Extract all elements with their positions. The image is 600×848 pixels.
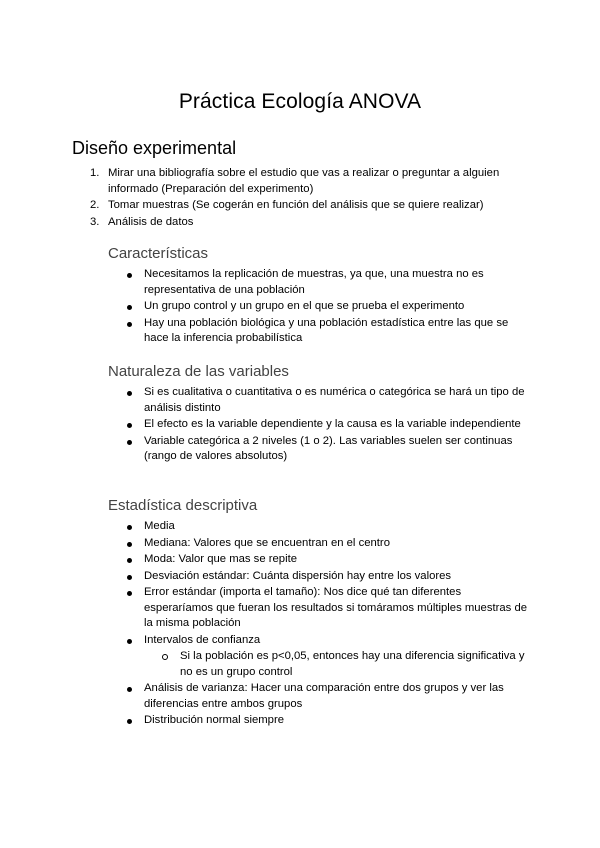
section-heading-diseno: Diseño experimental: [72, 138, 237, 158]
bullet-icon: [127, 273, 132, 278]
bullet-icon: [127, 719, 132, 724]
page-title: Práctica Ecología ANOVA: [178, 90, 422, 113]
list-item: [108, 569, 528, 585]
list-item-text: Distribución normal siempre: [144, 714, 285, 726]
sub-list: [144, 649, 528, 680]
list-item-text: Mirar una bibliografía sobre el estudio que vas a realizar o preguntar a alguien informado (Preparación del experimento): [108, 167, 500, 195]
list-number: 1.: [90, 167, 100, 179]
list-item-text: Media: [144, 520, 175, 532]
steps-list: [72, 166, 522, 231]
list-item: [108, 417, 528, 433]
subheading-estadistica: Estadística descriptiva: [108, 497, 258, 514]
list-item: [108, 633, 528, 681]
list-item: [72, 215, 522, 231]
list-item: [108, 519, 528, 535]
bullet-icon: [127, 687, 132, 692]
list-item-text: Intervalos de confianza: [144, 633, 261, 646]
list-item-text: Desviación estándar: Cuánta dispersión hay entre los valores: [144, 569, 452, 582]
list-item-text: Error estándar (importa el tamaño): Nos dice qué tan diferentes esperaríamos que fueran los resultados si tomáramos múltiples muestras de la misma población: [144, 586, 528, 629]
subheading-naturaleza: Naturaleza de las variables: [108, 363, 289, 380]
list-item: [108, 681, 528, 712]
list-item: [72, 166, 522, 197]
list-item-text: Variable categórica a 2 niveles (1 o 2). Las variables suelen ser continuas (rango de valores absolutos): [144, 434, 513, 462]
naturaleza-list: [108, 385, 528, 466]
list-item-text: Tomar muestras (Se cogerán en función del análisis que se quiere realizar): [108, 199, 484, 211]
hollow-bullet-icon: [162, 654, 168, 660]
list-item-text: Moda: Valor que mas se repite: [144, 553, 298, 565]
list-number: 2.: [90, 199, 100, 211]
list-item: [108, 713, 528, 729]
bullet-icon: [127, 591, 132, 596]
bullet-icon: [127, 525, 132, 530]
list-item: [108, 299, 528, 315]
bullet-icon: [127, 558, 132, 563]
bullet-icon: [127, 322, 132, 327]
bullet-icon: [127, 440, 132, 445]
list-item-text: Hay una población biológica y una población estadística entre las que se hace la inferencia probabilística: [144, 316, 509, 344]
bullet-icon: [127, 542, 132, 547]
bullet-icon: [127, 391, 132, 396]
list-item-text: Necesitamos la replicación de muestras, ya que, una muestra no es representativa de una población: [144, 268, 484, 296]
list-item: [108, 536, 528, 552]
bullet-icon: [127, 305, 132, 310]
list-item: [108, 552, 528, 568]
list-item-text: Si es cualitativa o cuantitativa o es numérica o categórica se hará un tipo de análisis distinto: [144, 386, 525, 414]
list-item: [108, 385, 528, 416]
list-item-text: Un grupo control y un grupo en el que se prueba el experimento: [144, 300, 465, 312]
list-number: 3.: [90, 215, 100, 228]
list-item-text: El efecto es la variable dependiente y la causa es la variable independiente: [144, 418, 521, 430]
list-item: [72, 198, 522, 214]
bullet-icon: [127, 639, 132, 644]
bullet-icon: [127, 423, 132, 428]
list-item: [108, 434, 528, 465]
list-item-text: Análisis de varianza: Hacer una comparación entre dos grupos y ver las diferencias entre ambos grupos: [144, 682, 504, 710]
subheading-caracteristicas: Características: [108, 245, 209, 262]
list-item: [108, 267, 528, 298]
sub-list-item: [144, 649, 528, 680]
estadistica-list: [108, 519, 528, 730]
bullet-icon: [127, 575, 132, 580]
list-item: [108, 316, 528, 347]
list-item-text: Si la población es p<0,05, entonces hay una diferencia significativa y no es un grupo control: [180, 650, 525, 678]
caracteristicas-list: [108, 267, 528, 348]
list-item-text: Mediana: Valores que se encuentran en el centro: [144, 536, 390, 549]
list-item: [108, 585, 528, 632]
list-item-text: Análisis de datos: [108, 215, 194, 228]
